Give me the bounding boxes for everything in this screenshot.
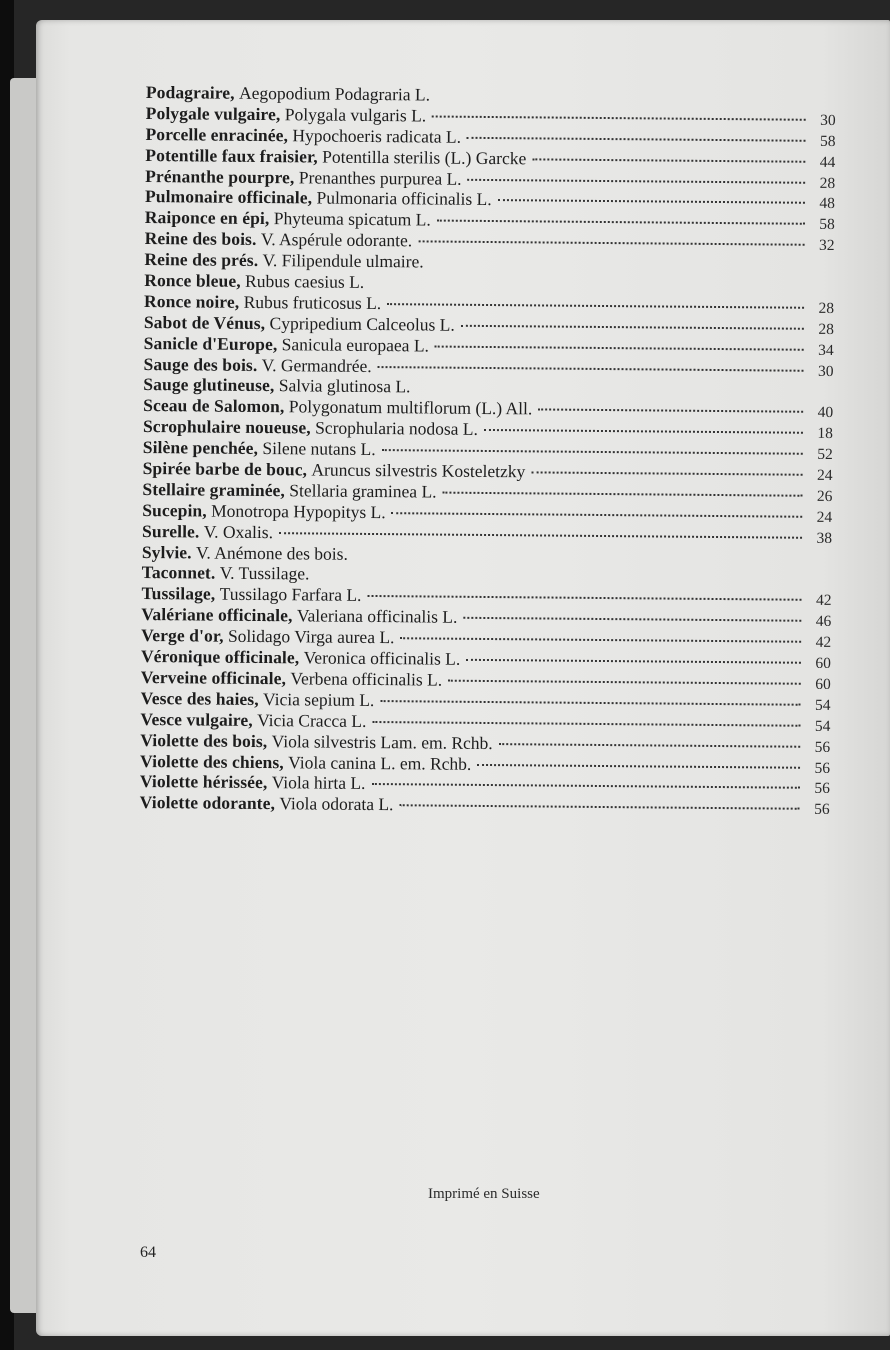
common-name: Pulmonaire officinale, xyxy=(144,186,313,208)
dot-leader xyxy=(418,241,804,246)
scientific-name: Viola silvestris Lam. em. Rchb. xyxy=(271,730,493,753)
scientific-name: Hypochoeris radicata L. xyxy=(292,125,462,147)
scientific-name: Tussilago Farfara L. xyxy=(219,584,362,606)
dot-leader xyxy=(443,492,803,497)
scientific-name: Aruncus silvestris Kosteletzky xyxy=(311,459,526,482)
common-name: Sauge glutineuse, xyxy=(143,374,275,396)
page-reference: 28 xyxy=(819,174,836,192)
page-reference: 60 xyxy=(815,675,831,693)
page-reference: 60 xyxy=(815,654,832,673)
common-name: Sanicle d'Europe, xyxy=(143,332,278,354)
scientific-name: Vicia Cracca L. xyxy=(257,709,367,731)
common-name: Valériane officinale, xyxy=(141,604,293,626)
common-name: Violette hérissée, xyxy=(139,771,268,793)
scientific-name: Sanicula europaea L. xyxy=(281,333,430,356)
common-name: Raiponce en épi, xyxy=(144,207,270,229)
page-reference: 28 xyxy=(818,320,834,338)
scientific-name: Monotropa Hypopitys L. xyxy=(211,500,386,522)
common-name: Reine des bois. xyxy=(144,228,257,250)
page-reference: 28 xyxy=(818,299,835,317)
dot-leader xyxy=(400,637,801,642)
dot-leader xyxy=(484,429,803,434)
dot-leader xyxy=(499,743,801,748)
scientific-name: V. Anémone des bois. xyxy=(196,542,348,564)
dot-leader xyxy=(371,783,799,789)
page-reference: 24 xyxy=(816,508,833,526)
dot-leader xyxy=(448,680,801,685)
common-name: Tussilage, xyxy=(141,583,216,604)
page-reference: 56 xyxy=(814,759,831,777)
page-reference: 30 xyxy=(817,362,834,380)
page-reference: 42 xyxy=(815,592,832,610)
scientific-name: Valeriana officinalis L. xyxy=(296,605,458,628)
page-reference: 56 xyxy=(814,780,830,798)
page-reference: 52 xyxy=(817,446,833,464)
common-name: Podagraire, xyxy=(145,82,235,103)
page-reference: 54 xyxy=(814,717,831,735)
dot-leader xyxy=(372,721,800,727)
dot-leader xyxy=(498,200,805,205)
page-reference: 38 xyxy=(816,529,833,547)
scientific-name: Rubus caesius L. xyxy=(245,270,365,292)
scientific-name: Salvia glutinosa L. xyxy=(278,375,411,397)
common-name: Taconnet. xyxy=(141,562,216,584)
page-reference: 48 xyxy=(819,195,836,213)
page-reference: 32 xyxy=(819,237,835,255)
common-name: Sauge des bois. xyxy=(143,353,258,375)
scientific-name: V. Filipendule ulmaire. xyxy=(262,250,424,272)
dot-leader xyxy=(466,659,801,664)
scientific-name: Cypripedium Calceolus L. xyxy=(269,312,455,335)
common-name: Sylvie. xyxy=(141,541,192,563)
scientific-name: Vicia sepium L. xyxy=(263,688,375,710)
printed-in-switzerland-note: Imprimé en Suisse xyxy=(428,1186,540,1202)
common-name: Sceau de Salomon, xyxy=(143,395,285,417)
dot-leader xyxy=(432,115,806,120)
dot-leader xyxy=(538,409,803,413)
dot-leader xyxy=(279,532,802,539)
common-name: Reine des prés. xyxy=(144,249,259,271)
dot-leader xyxy=(378,366,804,372)
common-name: Sabot de Vénus, xyxy=(143,311,266,333)
dot-leader xyxy=(382,449,803,455)
page-reference: 44 xyxy=(819,153,836,171)
page-reference: 40 xyxy=(817,404,834,422)
dot-leader xyxy=(532,158,805,162)
common-name: Vesce des haies, xyxy=(140,687,259,709)
page-reference: 46 xyxy=(815,613,832,631)
scientific-name: Aegopodium Podagraria L. xyxy=(238,82,431,105)
scientific-name: Rubus fruticosus L. xyxy=(243,291,382,313)
botanical-index-list xyxy=(140,82,836,819)
scientific-name: Polygonatum multiflorum (L.) All. xyxy=(288,396,533,419)
common-name: Prénanthe pourpre, xyxy=(145,165,295,187)
dot-leader xyxy=(468,178,806,183)
dot-leader xyxy=(477,763,800,768)
page-reference: 54 xyxy=(815,696,831,714)
common-name: Violette des bois, xyxy=(140,729,268,751)
dot-leader xyxy=(387,303,804,309)
page-reference: 30 xyxy=(820,111,836,129)
common-name: Stellaire graminée, xyxy=(142,478,286,501)
scientific-name: Verbena officinalis L. xyxy=(290,668,443,690)
dot-leader xyxy=(367,595,801,601)
scientific-name: Viola hirta L. xyxy=(271,772,366,794)
dot-leader xyxy=(435,345,804,350)
common-name: Ronce noire, xyxy=(144,290,240,312)
common-name: Verge d'or, xyxy=(141,625,224,646)
scientific-name: Veronica officinalis L. xyxy=(303,647,461,669)
dot-leader xyxy=(399,805,799,810)
dot-leader xyxy=(380,700,800,706)
scientific-name: V. Aspérule odorante. xyxy=(260,229,413,251)
dot-leader xyxy=(531,471,802,475)
page-reference: 34 xyxy=(818,341,834,359)
scientific-name: Stellaria graminea L. xyxy=(289,480,437,502)
scientific-name: V. Oxalis. xyxy=(203,521,274,542)
scientific-name: Scrophularia nodosa L. xyxy=(315,417,479,440)
scientific-name: Viola odorata L. xyxy=(279,793,394,815)
page-reference: 42 xyxy=(815,634,832,652)
common-name: Spirée barbe de bouc, xyxy=(142,458,308,480)
common-name: Sucepin, xyxy=(142,499,207,521)
page-reference: 58 xyxy=(819,132,836,150)
scientific-name: Viola canina L. em. Rchb. xyxy=(288,751,472,774)
common-name: Vesce vulgaire, xyxy=(140,708,253,730)
common-name: Silène penchée, xyxy=(142,437,259,459)
scientific-name: V. Germandrée. xyxy=(261,354,372,376)
common-name: Véronique officinale, xyxy=(140,646,300,668)
dot-leader xyxy=(463,617,801,622)
scientific-name: Phyteuma spicatum L. xyxy=(273,208,431,230)
page-reference: 26 xyxy=(816,487,833,505)
common-name: Violette des chiens, xyxy=(139,750,284,772)
dot-leader xyxy=(392,512,803,518)
dot-leader xyxy=(437,220,805,225)
scientific-name: Silene nutans L. xyxy=(262,438,376,460)
page-reference: 56 xyxy=(814,738,831,756)
scientific-name: Potentilla sterilis (L.) Garcke xyxy=(322,146,527,168)
dot-leader xyxy=(467,137,806,142)
common-name: Verveine officinale, xyxy=(140,666,287,689)
scientific-name: Prenanthes purpurea L. xyxy=(298,166,462,189)
page-reference: 24 xyxy=(817,466,833,485)
scientific-name: Polygala vulgaris L. xyxy=(284,104,427,126)
common-name: Potentille faux fraisier, xyxy=(145,144,318,167)
common-name: Ronce bleue, xyxy=(144,270,241,291)
common-name: Polygale vulgaire, xyxy=(145,102,281,125)
common-name: Surelle. xyxy=(141,520,200,542)
page-reference: 18 xyxy=(817,425,834,443)
page-reference: 58 xyxy=(819,216,835,234)
scientific-name: V. Tussilage. xyxy=(219,563,310,584)
common-name: Scrophulaire noueuse, xyxy=(142,416,311,438)
scientific-name: Pulmonaria officinalis L. xyxy=(316,187,492,210)
dot-leader xyxy=(461,325,804,330)
common-name: Porcelle enracinée, xyxy=(145,123,289,146)
common-name: Violette odorante, xyxy=(139,792,276,814)
page-reference: 56 xyxy=(814,801,830,819)
scientific-name: Solidago Virga aurea L. xyxy=(227,625,395,648)
page-number: 64 xyxy=(140,1244,156,1261)
